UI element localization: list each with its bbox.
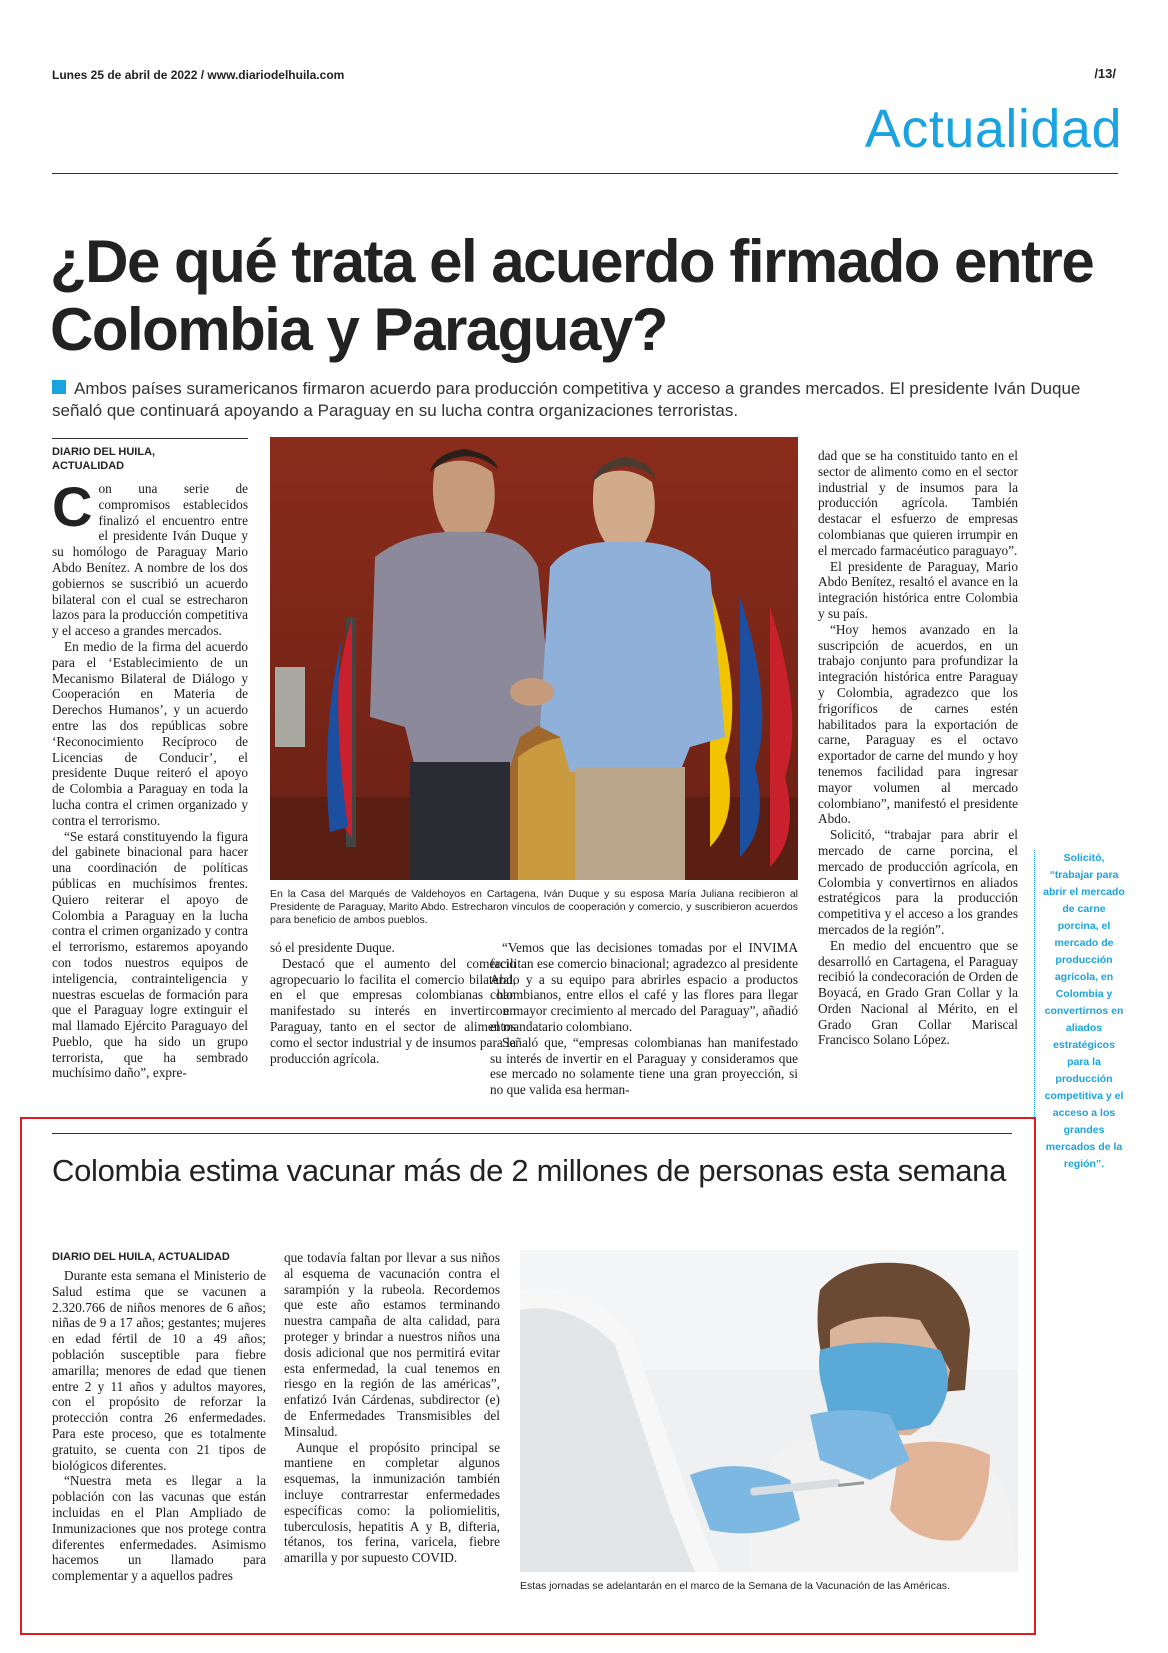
- paragraph: que todavía faltan por llevar a sus niños al esquema de vacunación contra el sarampión y la rubeola. Recordemos que este año estamos terminando nuestra campaña de alta calidad, para proteger y brindar a nuestros niños una dosis adicional que nos permitirá evitar esta enfermedad, la cual tenemos en riesgo en la región de las américas”, enfatizó Iván Cárdenas, subdirector (e) de Enfermedades Transmisibles del Minsalud.: [284, 1250, 500, 1439]
- pull-quote: Solicitó, “trabajar para abrir el mercado de carne porcina, el mercado de producción agrícola, en Colombia y convertirnos en aliados estratégicos para la producción competitiva y el acceso a los grandes mercados de la región”.: [1034, 850, 1127, 1173]
- section-title: Actualidad: [864, 99, 1122, 159]
- paragraph: Aunque el propósito principal se mantiene en completar algunos esquemas, la inmunización también incluye contrarrestar enfermedades específicas como: la poliomielitis, tuberculosis, hepatitis A y B, difteria, tétanos, tos ferina, varicela, fiebre amarilla y por supuesto COVID.: [284, 1439, 500, 1566]
- article2-byline: DIARIO DEL HUILA, ACTUALIDAD: [52, 1251, 230, 1263]
- article2-column-2: [284, 1250, 500, 1566]
- paragraph: Señaló que, “empresas colombianas han manifestado su interés de invertir en el Paraguay y consideramos que ese mercado no solamente tiene una gran proyección, si no que valida esa herman-: [490, 1034, 798, 1098]
- page-number: /13/: [1094, 66, 1116, 81]
- paragraph: En medio del encuentro que se desarrolló en Cartagena, el Paraguay recibió la condecoración de Orden de Boyacá, en Grado Gran Collar y la Orden Nacional al Mérito, en el Grado Gran Collar Mariscal Francisco Solano López.: [818, 937, 1018, 1048]
- header-rule: [52, 173, 1118, 174]
- drop-cap: C: [52, 475, 93, 538]
- lead-text: on una serie de compromisos establecidos finalizó el encuentro entre el presidente Iván Duque y su homólogo de Paraguay Mario Abdo Benítez. A nombre de los dos gobiernos se suscribió un acuerdo bilateral con el cual se estrecharon lazos para la producción competitiva y el acceso a grandes mercados.: [52, 481, 248, 639]
- article2-column-1: [52, 1250, 266, 1584]
- photo-vaccination: [520, 1250, 1018, 1572]
- article1-column-4: [818, 448, 1018, 1048]
- article-headline: ¿De qué trata el acuerdo firmado entre Colombia y Paraguay?: [50, 228, 1094, 363]
- photo-presidents-handshake: [270, 437, 798, 880]
- paragraph: “Nuestra meta es llegar a la población con las vacunas que están incluidas en el Plan Ampliado de Inmunizaciones que nos protege contra diferentes enfermedades. Asimismo hacemos un llamado para complementar y a aquellos padres: [52, 1473, 266, 1584]
- lead-paragraph: [52, 475, 248, 639]
- dateline: Lunes 25 de abril de 2022 / www.diariodelhuila.com: [52, 68, 345, 82]
- paragraph: En medio de la firma del acuerdo para el ‘Establecimiento de un Mecanismo Bilateral de Diálogo y Cooperación en Materia de Derechos Humanos’, y un acuerdo entre las dos repúblicas sobre ‘Reconocimiento Recíproco de Licencias de Conducir’, el presidente Duque reiteró el apoyo de Colombia a Paraguay en toda la lucha contra el crimen organizado y contra el terrorismo.: [52, 638, 248, 828]
- article1-column-3: [490, 940, 798, 1098]
- paragraph: Durante esta semana el Ministerio de Salud estima que se vacunen a 2.320.766 de niños menores de 6 años; niñas de 9 a 17 años; gestantes; mujeres en edad fértil de 10 a 49 años; población susceptible para fiebre amarilla; menores de edad que tienen entre 2 y 11 años y adultos mayores, con el propósito de reforzar la protección contra 26 enfermedades. Para este proceso, que es totalmente gratuito, se cuenta con 21 tipos de biológicos diferentes.: [52, 1268, 266, 1473]
- byline: [52, 438, 248, 473]
- paragraph: só el presidente Duque.: [270, 940, 395, 955]
- byline-line-2: ACTUALIDAD: [52, 460, 125, 472]
- article1-column-1: [52, 438, 248, 1081]
- photo-caption-2: Estas jornadas se adelantarán en el marco de la Semana de la Vacunación de las Américas.: [520, 1580, 950, 1592]
- paragraph: “Vemos que las decisiones tomadas por el INVIMA facilitan ese comercio binacional; agradezco al presidente Abdo y a su equipo para abrirles espacio a productos colombianos, entre ellos el café y las flores para llegar con mayor crecimiento al mercado del Paraguay”, añadió el mandatario colombiano.: [490, 940, 798, 1034]
- paragraph: dad que se ha constituido tanto en el sector de alimento como en el sector industrial y de insumos para la producción agrícola. También destacar el esfuerzo de empresas colombianas que quieren irrumpir en el mercado farmacéutico paraguayo”.: [818, 448, 1018, 558]
- paragraph: “Hoy hemos avanzado en la suscripción de acuerdos, en un trabajo conjunto para profundizar la integración histórica entre Paraguay y Colombia, agradezco que los frigoríficos de carnes estén habilitados para la exportación de carne, Paraguay es el octavo exportador de carne del mundo y hoy tenemos facilidad para ingresar mayor volumen al mercado colombiano”, manifestó el presidente Abdo.: [818, 621, 1018, 827]
- article1-column-2: [270, 940, 516, 1066]
- photo-caption: En la Casa del Marqués de Valdehoyos en Cartagena, Iván Duque y su esposa María Juliana recibieron al Presidente de Paraguay, Marito Abdo. Estrecharon vínculos de cooperación y comercio, y suscribieron acuerdos para beneficio de ambos pueblos.: [270, 888, 798, 926]
- article2-headline: Colombia estima vacunar más de 2 millones de personas esta semana: [52, 1153, 1007, 1188]
- paragraph: El presidente de Paraguay, Mario Abdo Benítez, resaltó el avance en la integración histórica entre Colombia y su país.: [818, 558, 1018, 621]
- article2-rule: [52, 1133, 1012, 1134]
- byline-line-1: DIARIO DEL HUILA,: [52, 446, 156, 458]
- blue-square-icon: [52, 380, 66, 394]
- standfirst-text: Ambos países suramericanos firmaron acuerdo para producción competitiva y acceso a grandes mercados. El presidente Iván Duque señaló que continuará apoyando a Paraguay en su lucha contra organizaciones terroristas.: [52, 379, 1081, 420]
- paragraph: “Se estará constituyendo la figura del gabinete binacional para hacer una coordinación de políticas públicas en muchísimos frentes. Quiero reiterar el apoyo de Colombia a Paraguay en la lucha contra el crimen organizado y contra el terrorismo, estaremos apoyando con todos nuestros equipos de inteligencia, contrainteligencia y nuestras escuelas de formación para que el Paraguay logre extinguir el mal llamado Ejército Paraguayo del Pueblo, que ha sido un grupo terrorista, que ha sembrado muchísimo daño”, expre-: [52, 828, 248, 1081]
- paragraph: Destacó que el aumento del comercio agropecuario lo facilita el comercio bilateral, en el que empresas colombianas han manifestado su interés en invertir en Paraguay, tanto en el sector de alimentos como el sector industrial y de insumos para la producción agrícola.: [270, 955, 516, 1066]
- standfirst: [52, 378, 1118, 422]
- paragraph: Solicitó, “trabajar para abrir el mercado de carne porcina, el mercado de producción agrícola, en Colombia y convertirnos en aliados estratégicos para la producción competitiva y el acceso a los grandes mercados de la región”.: [818, 827, 1018, 937]
